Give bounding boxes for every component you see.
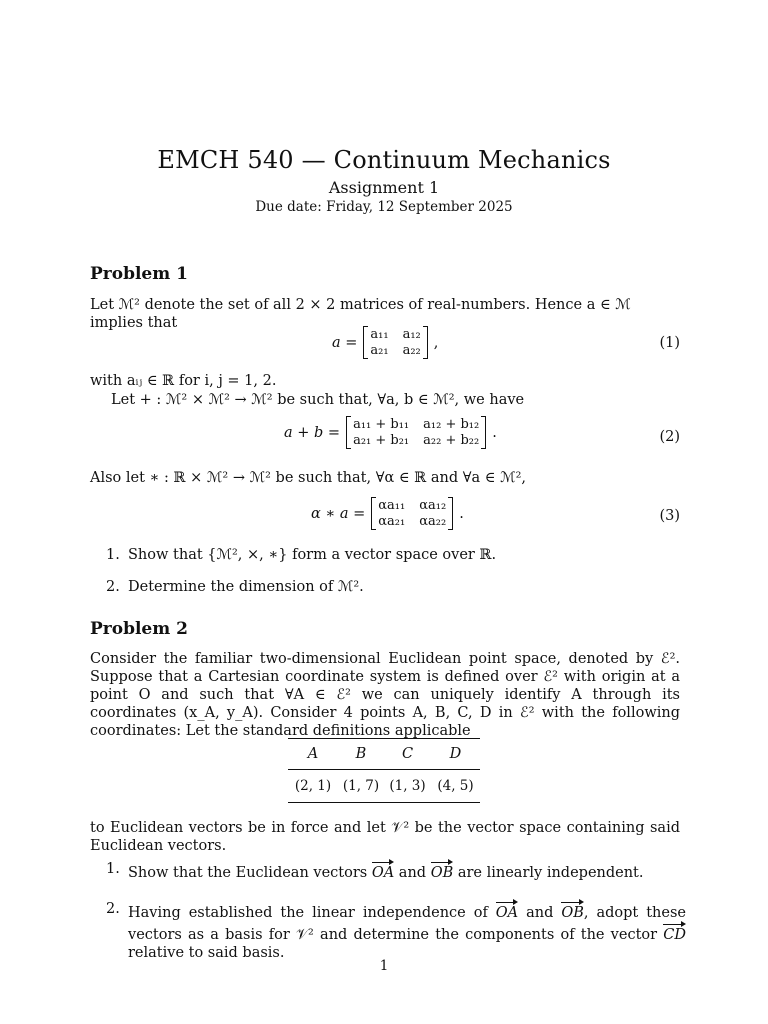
table-cell: (2, 1) [294, 778, 332, 794]
list-item [106, 546, 686, 564]
list-item-number: 1. [106, 547, 120, 563]
list-item-text: Having established the linear independence of OA and OB, adopt these vectors as a basis for 𝒱² and determine the components of the vector CD relative to said basis. [128, 900, 686, 962]
table-cell: (1, 7) [342, 778, 380, 794]
equation-1-tail: , [433, 334, 439, 351]
equation-3-lhs: α ∗ a = [311, 505, 366, 522]
vector-oa: OA [372, 860, 394, 882]
addition-definition: Let + : ℳ² × ℳ² → ℳ² be such that, ∀a, b ∈ ℳ², we have [111, 392, 525, 408]
vector-cd: CD [663, 922, 686, 944]
list-item-text: Show that {ℳ², ×, ∗} form a vector space over ℝ. [128, 547, 497, 563]
matrix-entry: a₁₁ [370, 327, 389, 342]
table-cell: (1, 3) [389, 778, 426, 794]
equation-2-lhs: a + b = [284, 424, 341, 441]
matrix-entry: a₂₁ + b₂₁ [353, 433, 410, 448]
table-cell: (4, 5) [437, 778, 474, 794]
equation-2-matrix [346, 416, 486, 449]
list-item-text: Show that the Euclidean vectors OA and OB are linearly independent. [128, 860, 644, 882]
problem-2-heading: Problem 2 [90, 619, 188, 639]
problem-1-task-list [106, 546, 686, 596]
equation-2-number: (2) [659, 429, 680, 445]
due-date: Due date: Friday, 12 September 2025 [255, 199, 513, 215]
matrix-entry: a₂₁ [370, 343, 389, 358]
matrix-entry: a₂₂ + b₂₂ [423, 433, 480, 448]
matrix-entry: αa₁₂ [419, 498, 447, 513]
problem-2-intro: Consider the familiar two-dimensional Euclidean point space, denoted by ℰ². Suppose that a Cartesian coordinate system is defined over ℰ² with origin at a point O and such that ∀A ∈ ℰ² we can uniquely identify A through its coordinates (x_A, y_A). Consider 4 points A, B, C, D in ℰ² with the following coordinates: Let the standard definitions applicable [90, 651, 680, 739]
equation-3-matrix [371, 497, 453, 530]
equation-2 [284, 416, 497, 449]
list-item [106, 578, 686, 596]
vector-ob: OB [431, 860, 454, 882]
coordinates-table [288, 738, 480, 803]
equation-1 [332, 326, 438, 359]
vector-space-paragraph: to Euclidean vectors be in force and let 𝒱² be the vector space containing said Euclidean vectors. [90, 820, 680, 854]
equation-3-number: (3) [659, 508, 680, 524]
matrix-entry: αa₁₁ [378, 498, 406, 513]
problem-2-task-list [106, 860, 686, 962]
table-header-cell: B [355, 746, 367, 762]
list-item-number: 2. [106, 901, 120, 917]
equation-1-lhs: a = [332, 334, 358, 351]
scalar-multiplication-definition: Also let ∗ : ℝ × ℳ² → ℳ² be such that, ∀α ∈ ℝ and ∀a ∈ ℳ², [90, 470, 527, 486]
table-header-cell: D [449, 746, 462, 762]
list-item [106, 900, 686, 962]
equation-2-tail: . [492, 424, 497, 441]
problem-1-intro: Let ℳ² denote the set of all 2 × 2 matrices of real-numbers. Hence a ∈ ℳ implies that [90, 297, 631, 331]
table-header-cell: A [307, 746, 319, 762]
list-item-number: 1. [106, 861, 120, 877]
vector-ob: OB [561, 900, 584, 922]
table-header-row [288, 739, 480, 769]
page-number: 1 [379, 958, 389, 974]
document-title: EMCH 540 — Continuum Mechanics [157, 146, 611, 174]
matrix-entry: a₁₂ [402, 327, 421, 342]
matrix-entry: a₁₁ + b₁₁ [353, 417, 410, 432]
equation-1-matrix [363, 326, 427, 359]
list-item-number: 2. [106, 579, 120, 595]
equation-1-number: (1) [659, 335, 680, 351]
matrix-entry: αa₂₁ [378, 514, 406, 529]
list-item-text: Determine the dimension of ℳ². [128, 579, 364, 595]
table-header-cell: C [401, 746, 414, 762]
matrix-entry: a₂₂ [402, 343, 421, 358]
index-range-line: with aᵢⱼ ∈ ℝ for i, j = 1, 2. [90, 373, 277, 389]
equation-3-tail: . [459, 505, 464, 522]
problem-1-heading: Problem 1 [90, 264, 188, 284]
list-item [106, 860, 686, 882]
vector-oa: OA [496, 900, 518, 922]
assignment-subtitle: Assignment 1 [328, 178, 440, 197]
matrix-entry: αa₂₂ [419, 514, 447, 529]
equation-3 [311, 497, 464, 530]
matrix-entry: a₁₂ + b₁₂ [423, 417, 480, 432]
table-row [288, 770, 480, 802]
